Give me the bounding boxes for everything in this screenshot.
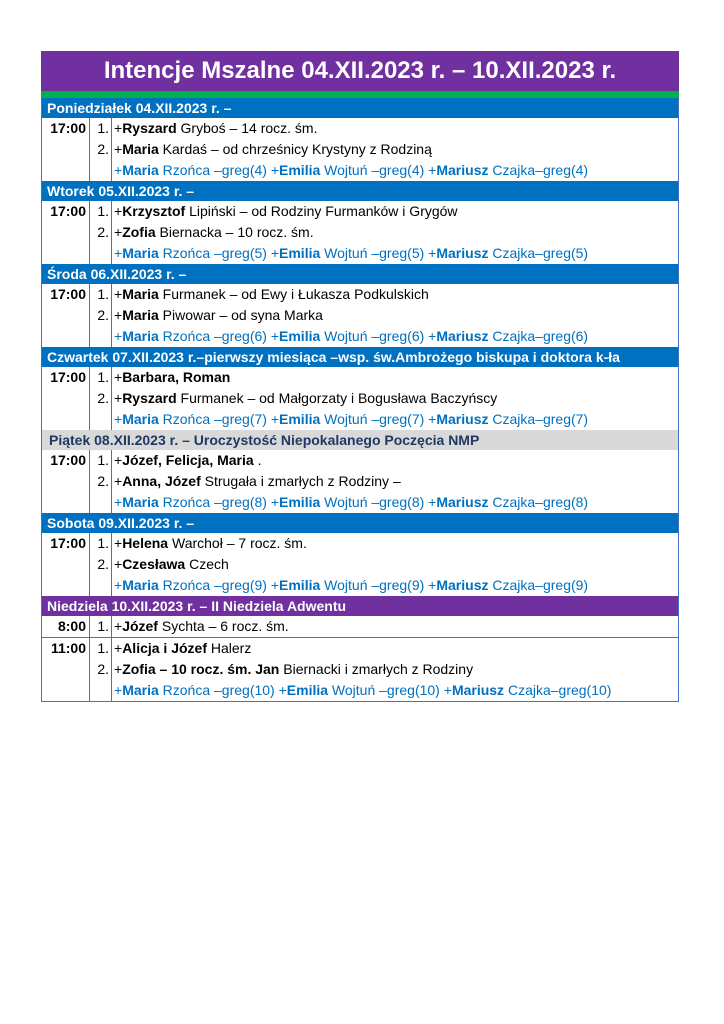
intention-number: 1. [90,118,112,139]
deceased-name: Ryszard [122,390,177,406]
intention-detail: Wojtuń –greg(6) [320,328,429,344]
intention-number: 1. [90,201,112,222]
intention-detail: Rzońca –greg(10) [158,682,279,698]
plus-sign: + [114,577,123,593]
mass-time: 11:00 [42,638,90,659]
intention-detail: Halerz [207,640,252,656]
mass-time: 17:00 [42,201,90,222]
mass-block [42,533,678,596]
mass-time [42,575,90,596]
gregorian-row [42,160,678,181]
mass-time [42,326,90,347]
intention-number: 1. [90,638,112,659]
intention-row [42,616,678,637]
plus-sign: + [270,328,280,344]
plus-sign: + [270,245,280,261]
deceased-name: Maria [122,286,159,302]
intention-text [112,284,678,305]
mass-time [42,222,90,243]
deceased-name: Zofia [122,224,156,240]
intention-detail: Rzońca –greg(4) [158,162,271,178]
plus-sign: + [270,577,280,593]
intention-row [42,284,678,305]
mass-time [42,409,90,430]
deceased-name: Anna, Józef [122,473,201,489]
gregorian-row [42,409,678,430]
plus-sign: + [114,390,123,406]
intention-number: 1. [90,533,112,554]
deceased-name: Alicja i Józef [122,640,207,656]
mass-time [42,388,90,409]
deceased-name: Maria [122,411,159,427]
plus-sign: + [114,141,123,157]
intention-number [90,575,112,596]
intention-text [112,533,678,554]
deceased-name: Maria [122,245,159,261]
intention-detail: Wojtuń –greg(7) [320,411,429,427]
intention-text [112,492,678,513]
intention-number: 2. [90,554,112,575]
intention-detail: Wojtuń –greg(5) [320,245,429,261]
plus-sign: + [114,286,123,302]
mass-time [42,554,90,575]
plus-sign: + [114,640,123,656]
deceased-name: Maria [122,141,159,157]
mass-time [42,243,90,264]
deceased-name: Helena [122,535,169,551]
mass-block [42,450,678,513]
intention-number [90,492,112,513]
intention-number: 2. [90,388,112,409]
gregorian-row [42,680,678,701]
intention-text [112,638,678,659]
schedule-table [41,98,679,702]
intention-detail: Czajka–greg(4) [488,162,589,178]
plus-sign: + [114,307,123,323]
mass-time: 17:00 [42,450,90,471]
intention-row [42,367,678,388]
day-header: Wtorek 05.XII.2023 r. – [42,181,678,201]
intention-detail: Rzońca –greg(6) [158,328,271,344]
intention-detail: Czajka–greg(10) [504,682,612,698]
intention-detail: Lipiński – od Rodziny Furmanków i Grygów [185,203,458,219]
intention-row [42,222,678,243]
intention-number: 1. [90,367,112,388]
deceased-name: Emilia [279,577,321,593]
plus-sign: + [114,162,123,178]
intention-detail: Wojtuń –greg(8) [320,494,429,510]
mass-block [42,201,678,264]
mass-time [42,160,90,181]
intention-number: 2. [90,222,112,243]
deceased-name: Emilia [279,328,321,344]
plus-sign: + [278,682,287,698]
plus-sign: + [270,162,280,178]
gregorian-row [42,326,678,347]
intention-detail: Czajka–greg(6) [488,328,589,344]
plus-sign: + [114,328,123,344]
intention-text [112,326,678,347]
deceased-name: Józef, Felicja, Maria [122,452,254,468]
plus-sign: + [114,661,123,677]
deceased-name: Emilia [279,245,321,261]
mass-time [42,305,90,326]
intention-row [42,139,678,160]
intention-text [112,243,678,264]
deceased-name: Czesława [122,556,186,572]
deceased-name: Maria [122,577,159,593]
day-header: Sobota 09.XII.2023 r. – [42,513,678,533]
intention-number: 2. [90,305,112,326]
plus-sign: + [114,618,123,634]
plus-sign: + [114,224,123,240]
deceased-name: Maria [122,328,159,344]
intention-number [90,326,112,347]
plus-sign: + [114,473,123,489]
day-header: Czwartek 07.XII.2023 r.–pierwszy miesiąca –wsp. św.Ambrożego biskupa i doktora k-ła [42,347,678,367]
intention-number: 2. [90,471,112,492]
intention-detail: Czech [185,556,229,572]
intention-text [112,222,678,243]
deceased-name: Emilia [279,411,321,427]
intention-detail: Wojtuń –greg(9) [320,577,429,593]
intention-text [112,575,678,596]
intention-detail: Wojtuń –greg(4) [320,162,429,178]
intention-detail: Wojtuń –greg(10) [328,682,444,698]
intention-row [42,659,678,680]
intention-row [42,471,678,492]
intention-text [112,450,678,471]
deceased-name: Mariusz [436,328,489,344]
day-header: Piątek 08.XII.2023 r. – Uroczystość Niepokalanego Poczęcia NMP [42,430,678,450]
intention-text [112,659,678,680]
plus-sign: + [114,411,123,427]
intention-row [42,554,678,575]
intention-text [112,201,678,222]
plus-sign: + [428,162,437,178]
deceased-name: Mariusz [436,245,489,261]
deceased-name: Zofia – 10 rocz. śm. Jan [122,661,280,677]
deceased-name: Maria [122,682,159,698]
plus-sign: + [114,120,123,136]
deceased-name: Mariusz [436,577,489,593]
intention-row [42,638,678,659]
intention-detail: Rzońca –greg(7) [158,411,271,427]
mass-time [42,680,90,701]
mass-time [42,492,90,513]
mass-time: 17:00 [42,533,90,554]
intention-detail: Czajka–greg(9) [488,577,589,593]
deceased-name: Mariusz [436,411,489,427]
plus-sign: + [428,328,437,344]
plus-sign: + [428,411,437,427]
mass-time [42,471,90,492]
mass-time [42,659,90,680]
intention-row [42,533,678,554]
mass-time: 17:00 [42,118,90,139]
intention-row [42,450,678,471]
deceased-name: Maria [122,307,159,323]
plus-sign: + [114,245,123,261]
intention-detail: Warchoł – 7 rocz. śm. [168,535,307,551]
intention-row [42,388,678,409]
intention-number: 1. [90,616,112,637]
plus-sign: + [114,452,123,468]
intention-number: 1. [90,450,112,471]
intention-text [112,471,678,492]
mass-time [42,139,90,160]
mass-time: 17:00 [42,284,90,305]
mass-time: 17:00 [42,367,90,388]
deceased-name: Mariusz [451,682,505,698]
intentions-document [41,51,679,702]
plus-sign: + [428,494,437,510]
intention-row [42,201,678,222]
intention-number [90,160,112,181]
deceased-name: Ryszard [122,120,177,136]
plus-sign: + [114,203,123,219]
gregorian-row [42,492,678,513]
intention-detail: Gryboś – 14 rocz. śm. [176,120,318,136]
intention-detail: Rzońca –greg(8) [158,494,271,510]
intention-text [112,554,678,575]
deceased-name: Krzysztof [122,203,186,219]
intention-detail: Czajka–greg(5) [488,245,589,261]
intention-number [90,680,112,701]
deceased-name: Mariusz [436,162,489,178]
intention-text [112,409,678,430]
plus-sign: + [443,682,452,698]
mass-block [42,637,678,701]
intention-detail: Czajka–greg(7) [488,411,589,427]
intention-text [112,616,678,637]
gregorian-row [42,243,678,264]
intention-detail: . [253,452,262,468]
deceased-name: Emilia [279,494,321,510]
plus-sign: + [114,494,123,510]
intention-text [112,305,678,326]
day-header: Środa 06.XII.2023 r. – [42,264,678,284]
intention-number: 2. [90,139,112,160]
deceased-name: Maria [122,494,159,510]
intention-detail: Furmanek – od Małgorzaty i Bogusława Baczyńscy [176,390,498,406]
plus-sign: + [114,682,123,698]
deceased-name: Barbara, Roman [122,369,231,385]
intention-detail: Rzońca –greg(5) [158,245,271,261]
intention-detail: Czajka–greg(8) [488,494,589,510]
intention-detail: Kardaś – od chrześnicy Krystyny z Rodziną [158,141,432,157]
day-header: Niedziela 10.XII.2023 r. – II Niedziela Adwentu [42,596,678,616]
intention-detail: Furmanek – od Ewy i Łukasza Podkulskich [158,286,429,302]
intention-number: 1. [90,284,112,305]
intention-detail: Biernacki i zmarłych z Rodziny [279,661,474,677]
mass-time: 8:00 [42,616,90,637]
plus-sign: + [114,556,123,572]
plus-sign: + [270,494,280,510]
deceased-name: Maria [122,162,159,178]
intention-number [90,409,112,430]
deceased-name: Józef [122,618,158,634]
intention-detail: Rzońca –greg(9) [158,577,271,593]
intention-text [112,367,678,388]
intention-detail: Piwowar – od syna Marka [158,307,323,323]
deceased-name: Mariusz [436,494,489,510]
mass-block [42,118,678,181]
intention-detail: Sychta – 6 rocz. śm. [157,618,289,634]
intention-text [112,680,678,701]
deceased-name: Emilia [286,682,329,698]
deceased-name: Emilia [279,162,321,178]
plus-sign: + [114,369,123,385]
intention-detail: Biernacka – 10 rocz. śm. [155,224,314,240]
gregorian-row [42,575,678,596]
intention-detail: Strugała i zmarłych z Rodziny – [200,473,401,489]
mass-block [42,616,678,637]
page-title: Intencje Mszalne 04.XII.2023 r. – 10.XII.2023 r. [41,51,679,91]
plus-sign: + [114,535,123,551]
intention-row [42,118,678,139]
mass-block [42,284,678,347]
mass-block [42,367,678,430]
plus-sign: + [270,411,280,427]
intention-row [42,305,678,326]
intention-text [112,139,678,160]
plus-sign: + [428,577,437,593]
day-header: Poniedziałek 04.XII.2023 r. – [42,98,678,118]
intention-text [112,160,678,181]
plus-sign: + [428,245,437,261]
title-underline [41,91,679,98]
intention-text [112,118,678,139]
intention-number: 2. [90,659,112,680]
intention-number [90,243,112,264]
intention-text [112,388,678,409]
